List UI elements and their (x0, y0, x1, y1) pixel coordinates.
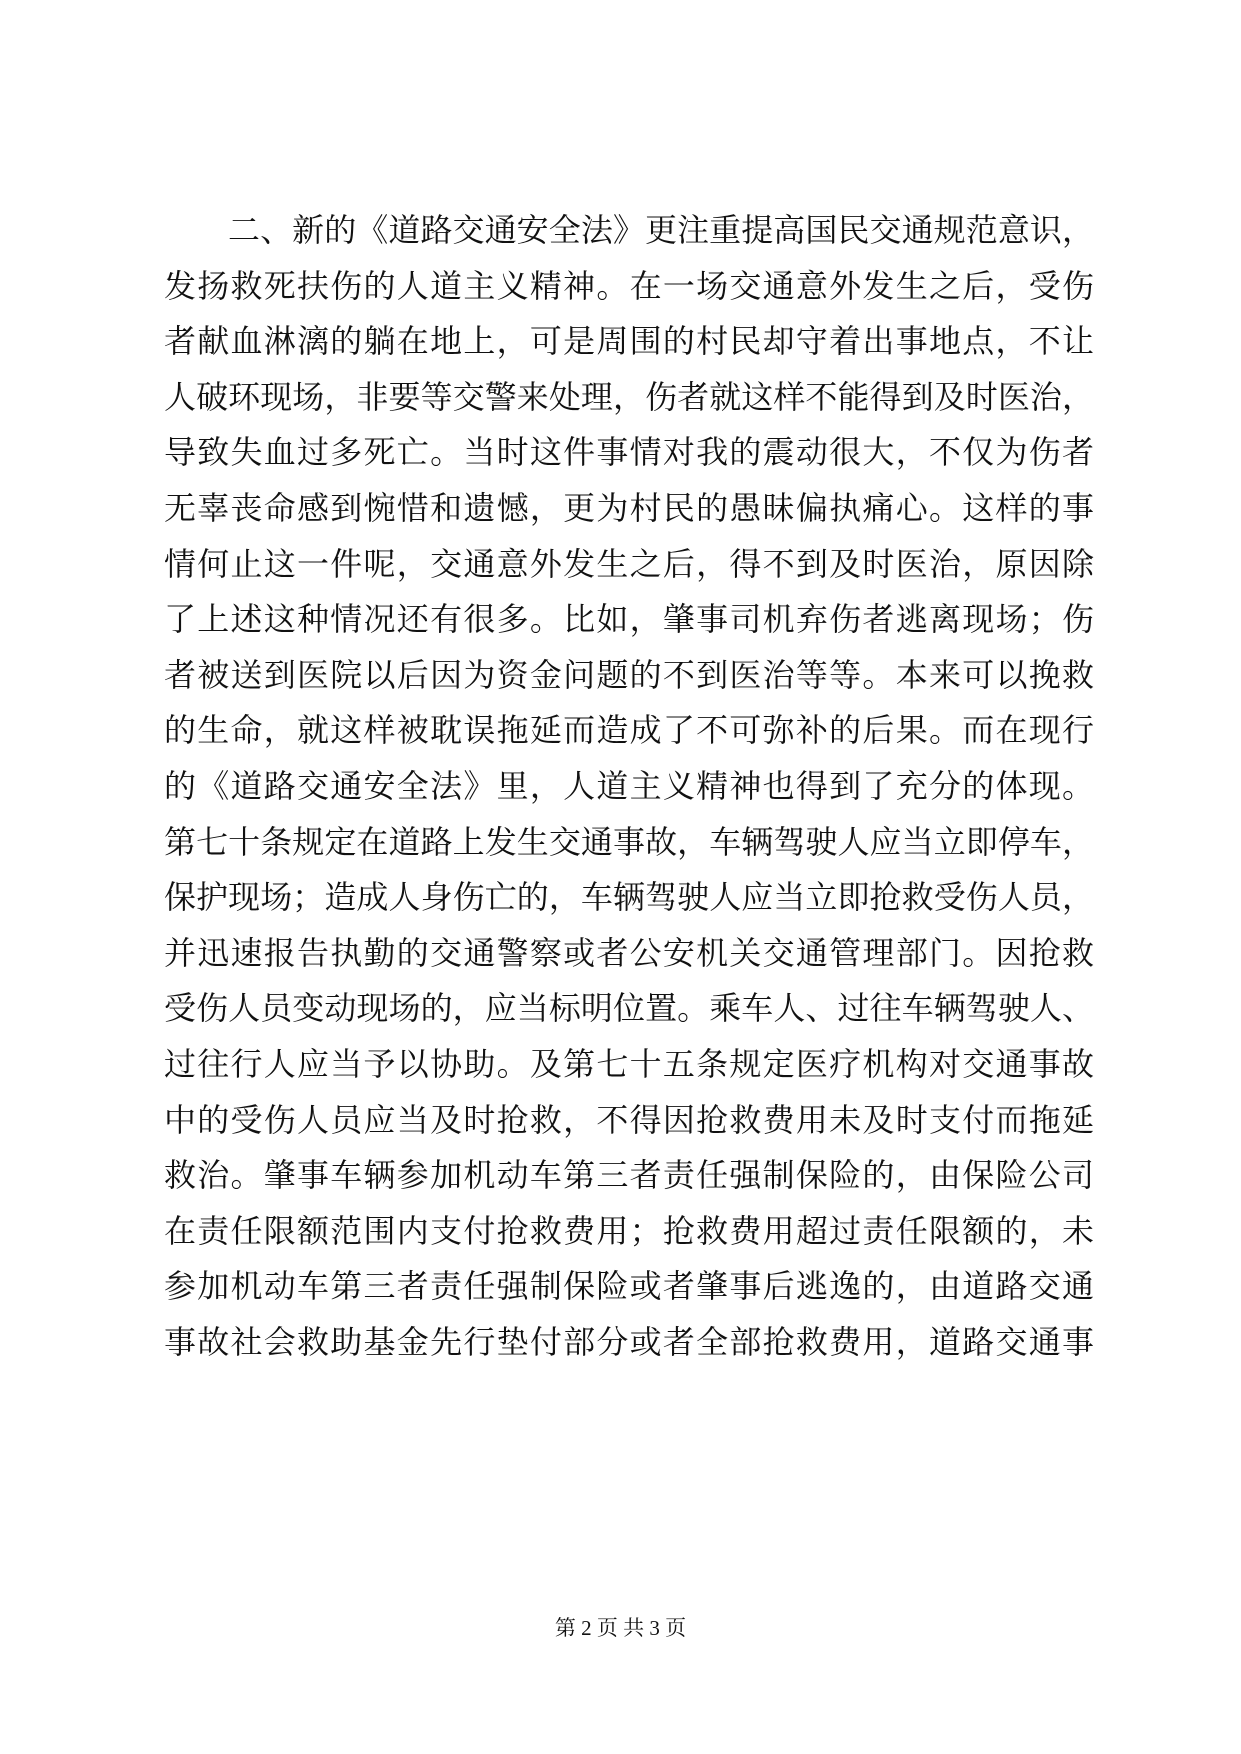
paragraph-line: 二、新的《道路交通安全法》更注重提高国民交通规范意识， (228, 211, 1094, 249)
paragraph-line: 的生命，就这样被耽误拖延而造成了不可弥补的后果。而在现行 (164, 711, 1094, 750)
paragraph-line: 救治。肇事车辆参加机动车第三者责任强制保险的，由保险公司 (164, 1156, 1094, 1195)
paragraph-line: 参加机动车第三者责任强制保险或者肇事后逃逸的，由道路交通 (164, 1267, 1094, 1306)
paragraph-line: 导致失血过多死亡。当时这件事情对我的震动很大，不仅为伤者 (164, 433, 1094, 472)
paragraph-line: 过往行人应当予以协助。及第七十五条规定医疗机构对交通事故 (164, 1044, 1094, 1083)
paragraph-line: 了上述这种情况还有很多。比如，肇事司机弃伤者逃离现场；伤 (164, 600, 1094, 639)
page-number-footer: 第 2 页 共 3 页 (554, 1616, 687, 1640)
body-paragraph (164, 203, 1094, 1370)
paragraph-line: 中的受伤人员应当及时抢救，不得因抢救费用未及时支付而拖延 (164, 1100, 1094, 1139)
paragraph-line: 受伤人员变动现场的，应当标明位置。乘车人、过往车辆驾驶人、 (164, 989, 1094, 1028)
paragraph-line: 者被送到医院以后因为资金问题的不到医治等等。本来可以挽救 (164, 655, 1094, 694)
paragraph-line: 的《道路交通安全法》里，人道主义精神也得到了充分的体现。 (164, 766, 1094, 805)
paragraph-line: 在责任限额范围内支付抢救费用；抢救费用超过责任限额的，未 (164, 1211, 1094, 1250)
paragraph-line: 第七十条规定在道路上发生交通事故，车辆驾驶人应当立即停车， (164, 822, 1094, 861)
paragraph-line: 人破环现场，非要等交警来处理，伤者就这样不能得到及时医治， (164, 377, 1094, 416)
paragraph-line: 并迅速报告执勤的交通警察或者公安机关交通管理部门。因抢救 (164, 933, 1094, 972)
paragraph-line: 情何止这一件呢，交通意外发生之后，得不到及时医治，原因除 (164, 544, 1094, 583)
paragraph-line: 发扬救死扶伤的人道主义精神。在一场交通意外发生之后，受伤 (164, 266, 1094, 305)
paragraph-line: 保护现场；造成人身伤亡的，车辆驾驶人应当立即抢救受伤人员， (164, 878, 1094, 917)
paragraph-line: 无辜丧命感到惋惜和遗憾，更为村民的愚昧偏执痛心。这样的事 (164, 488, 1094, 527)
paragraph-line: 事故社会救助基金先行垫付部分或者全部抢救费用，道路交通事 (164, 1322, 1094, 1361)
paragraph-line: 者献血淋漓的躺在地上，可是周围的村民却守着出事地点，不让 (164, 322, 1094, 361)
